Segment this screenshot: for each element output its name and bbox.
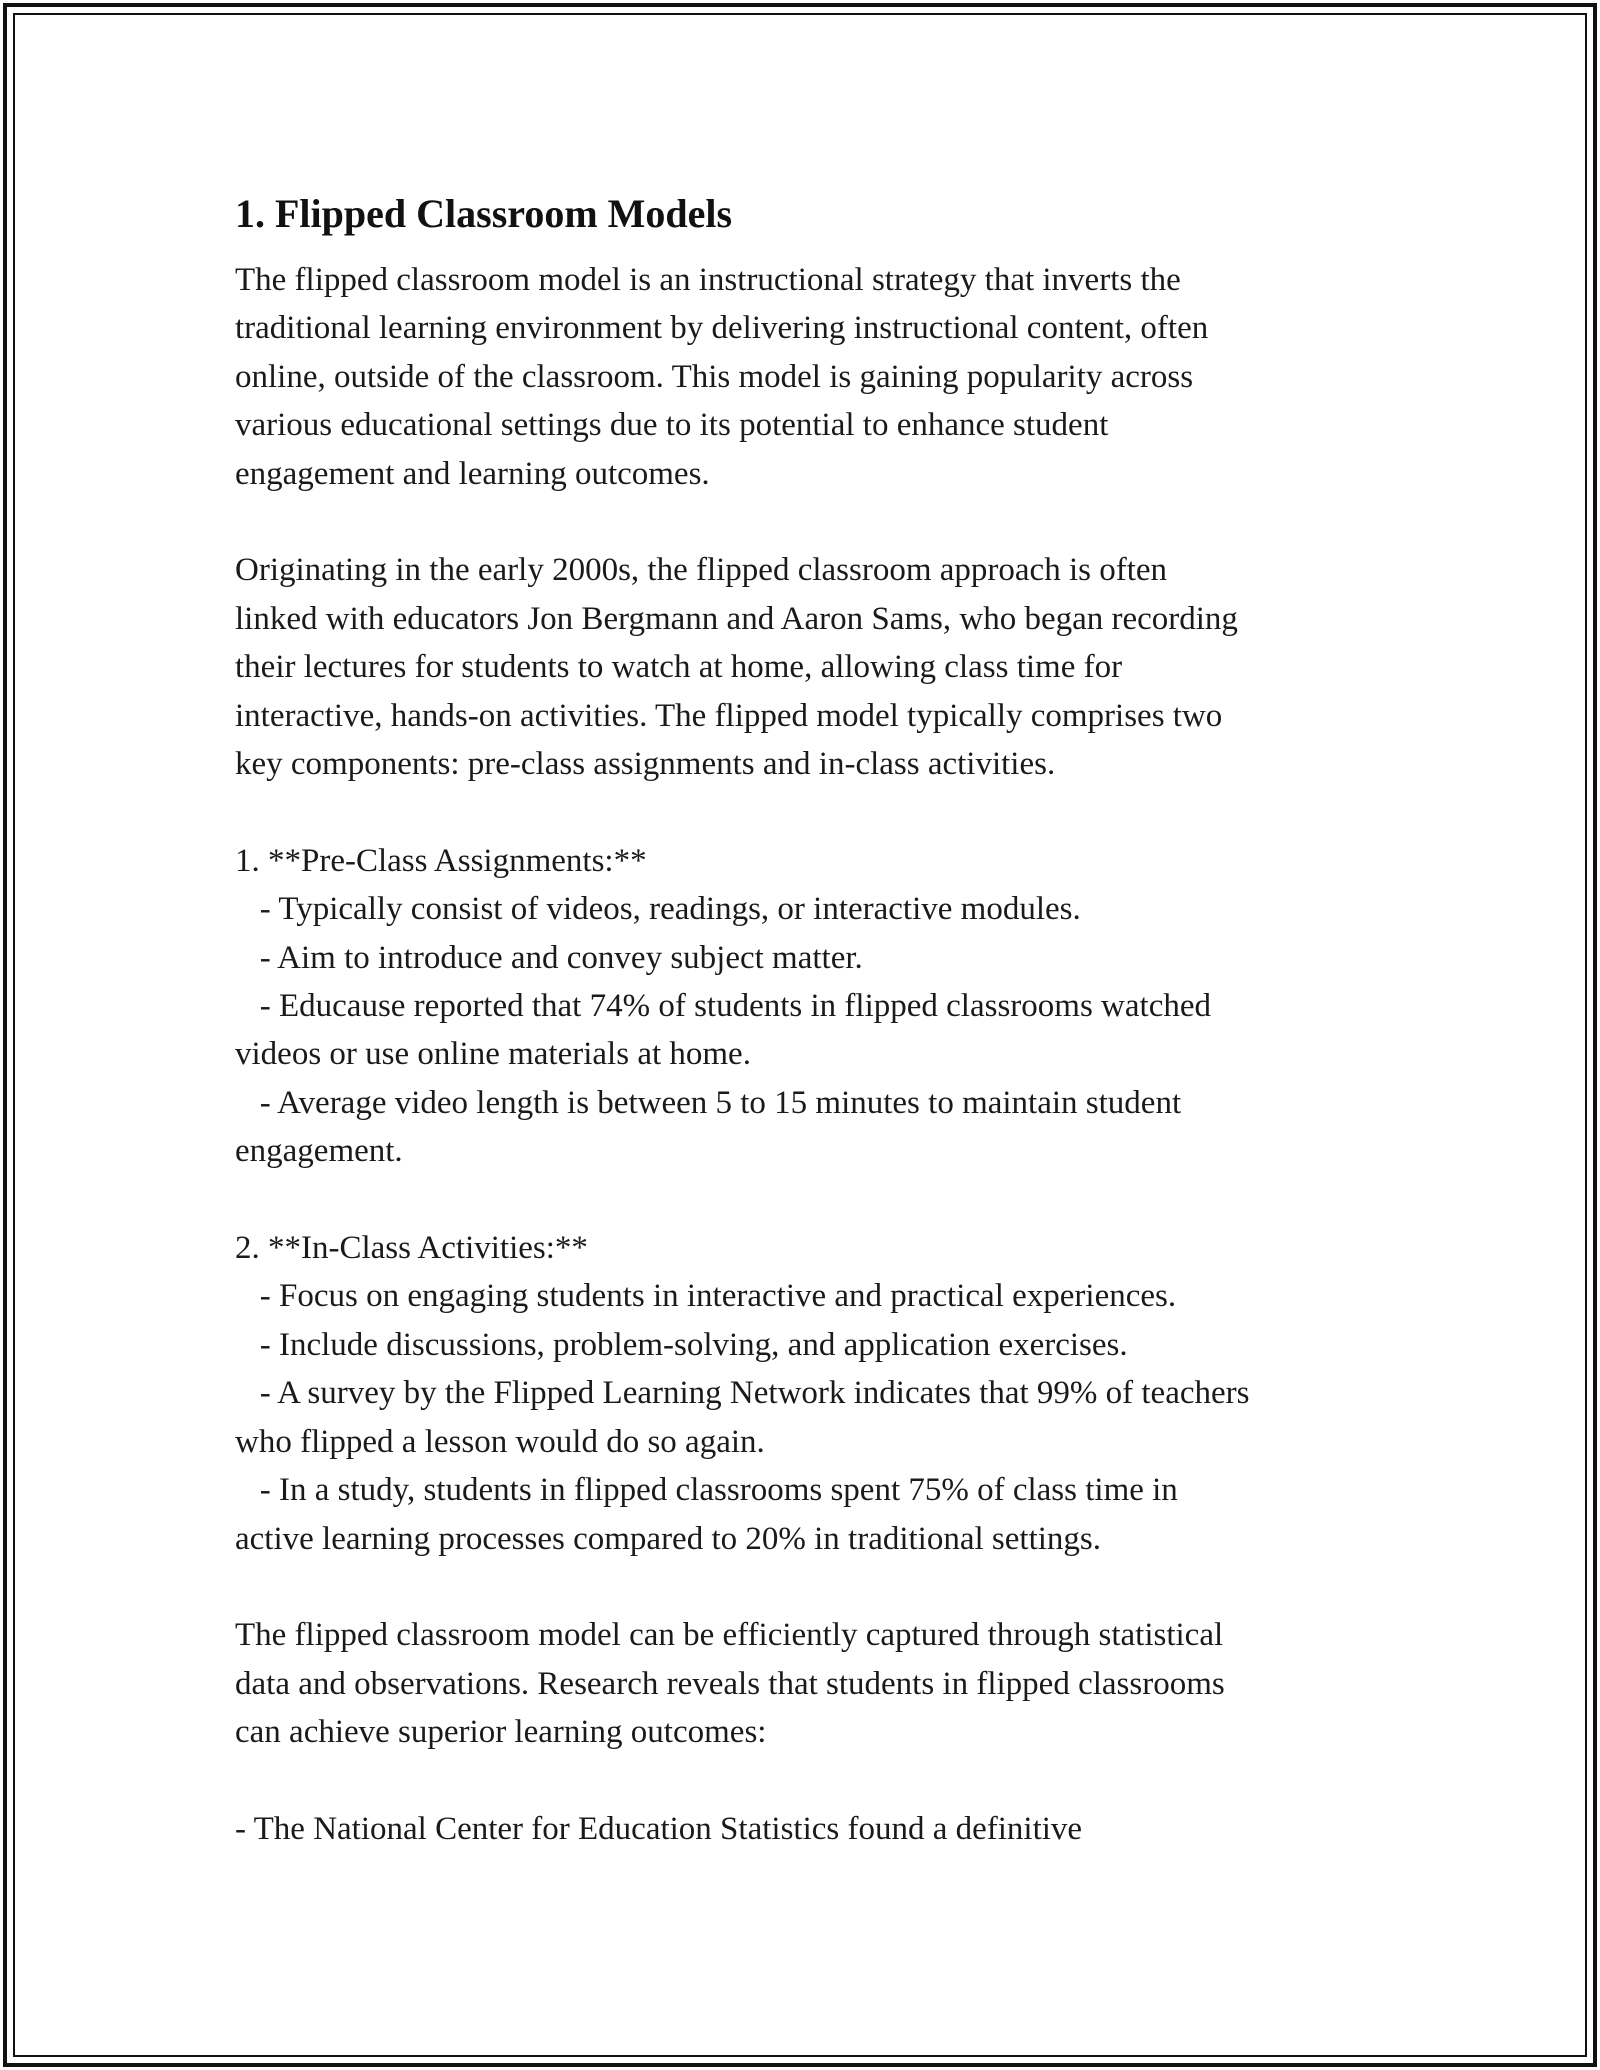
text-line [235,788,1385,836]
text-line: online, outside of the classroom. This model is gaining popularity across [235,358,1194,395]
text-line: engagement and learning outcomes. [235,455,710,492]
text-line: - Focus on engaging students in interactive and practical experiences. [235,1278,1177,1315]
text-line: - In a study, students in flipped classrooms spent 75% of class time in [235,1472,1178,1509]
text-line: active learning processes compared to 20% in traditional settings. [235,1520,1101,1557]
text-line: their lectures for students to watch at home, allowing class time for [235,649,1123,686]
text-line: can achieve superior learning outcomes: [235,1714,767,1751]
section-heading: 1. Flipped Classroom Models [235,191,733,236]
text-line: The flipped classroom model can be efficiently captured through statistical [235,1617,1224,1654]
text-line: The flipped classroom model is an instructional strategy that inverts the [235,262,1181,298]
text-line [235,1757,1385,1805]
text-line: - Include discussions, problem-solving, and application exercises. [235,1326,1128,1363]
text-line: traditional learning environment by delivering instructional content, often [235,310,1209,347]
body-text [235,256,1385,1853]
document-page [235,186,1385,1853]
text-line: data and observations. Research reveals that students in flipped classrooms [235,1665,1225,1702]
text-line: key components: pre-class assignments and in-class activities. [235,746,1056,783]
text-line: who flipped a lesson would do so again. [235,1423,765,1460]
text-line: various educational settings due to its potential to enhance student [235,407,1109,444]
text-line: - Aim to introduce and convey subject matter. [235,939,863,976]
text-line [235,1176,1385,1224]
text-line: Originating in the early 2000s, the flipped classroom approach is often [235,552,1168,589]
text-line: 1. **Pre-Class Assignments:** [235,842,647,879]
text-line [235,498,1385,546]
text-line: - The National Center for Education Statistics found a definitive [235,1810,1083,1847]
text-line: engagement. [235,1133,403,1170]
text-line: linked with educators Jon Bergmann and Aaron Sams, who began recording [235,600,1238,637]
text-line: - Educause reported that 74% of students in flipped classrooms watched [235,988,1211,1025]
text-line: 2. **In-Class Activities:** [235,1230,588,1267]
text-line: interactive, hands-on activities. The flipped model typically comprises two [235,697,1223,734]
text-line: - Typically consist of videos, readings, or interactive modules. [235,891,1081,928]
text-line [235,1563,1385,1611]
text-line: videos or use online materials at home. [235,1036,751,1073]
text-line: - A survey by the Flipped Learning Network indicates that 99% of teachers [235,1375,1250,1412]
text-line: - Average video length is between 5 to 15 minutes to maintain student [235,1084,1182,1121]
